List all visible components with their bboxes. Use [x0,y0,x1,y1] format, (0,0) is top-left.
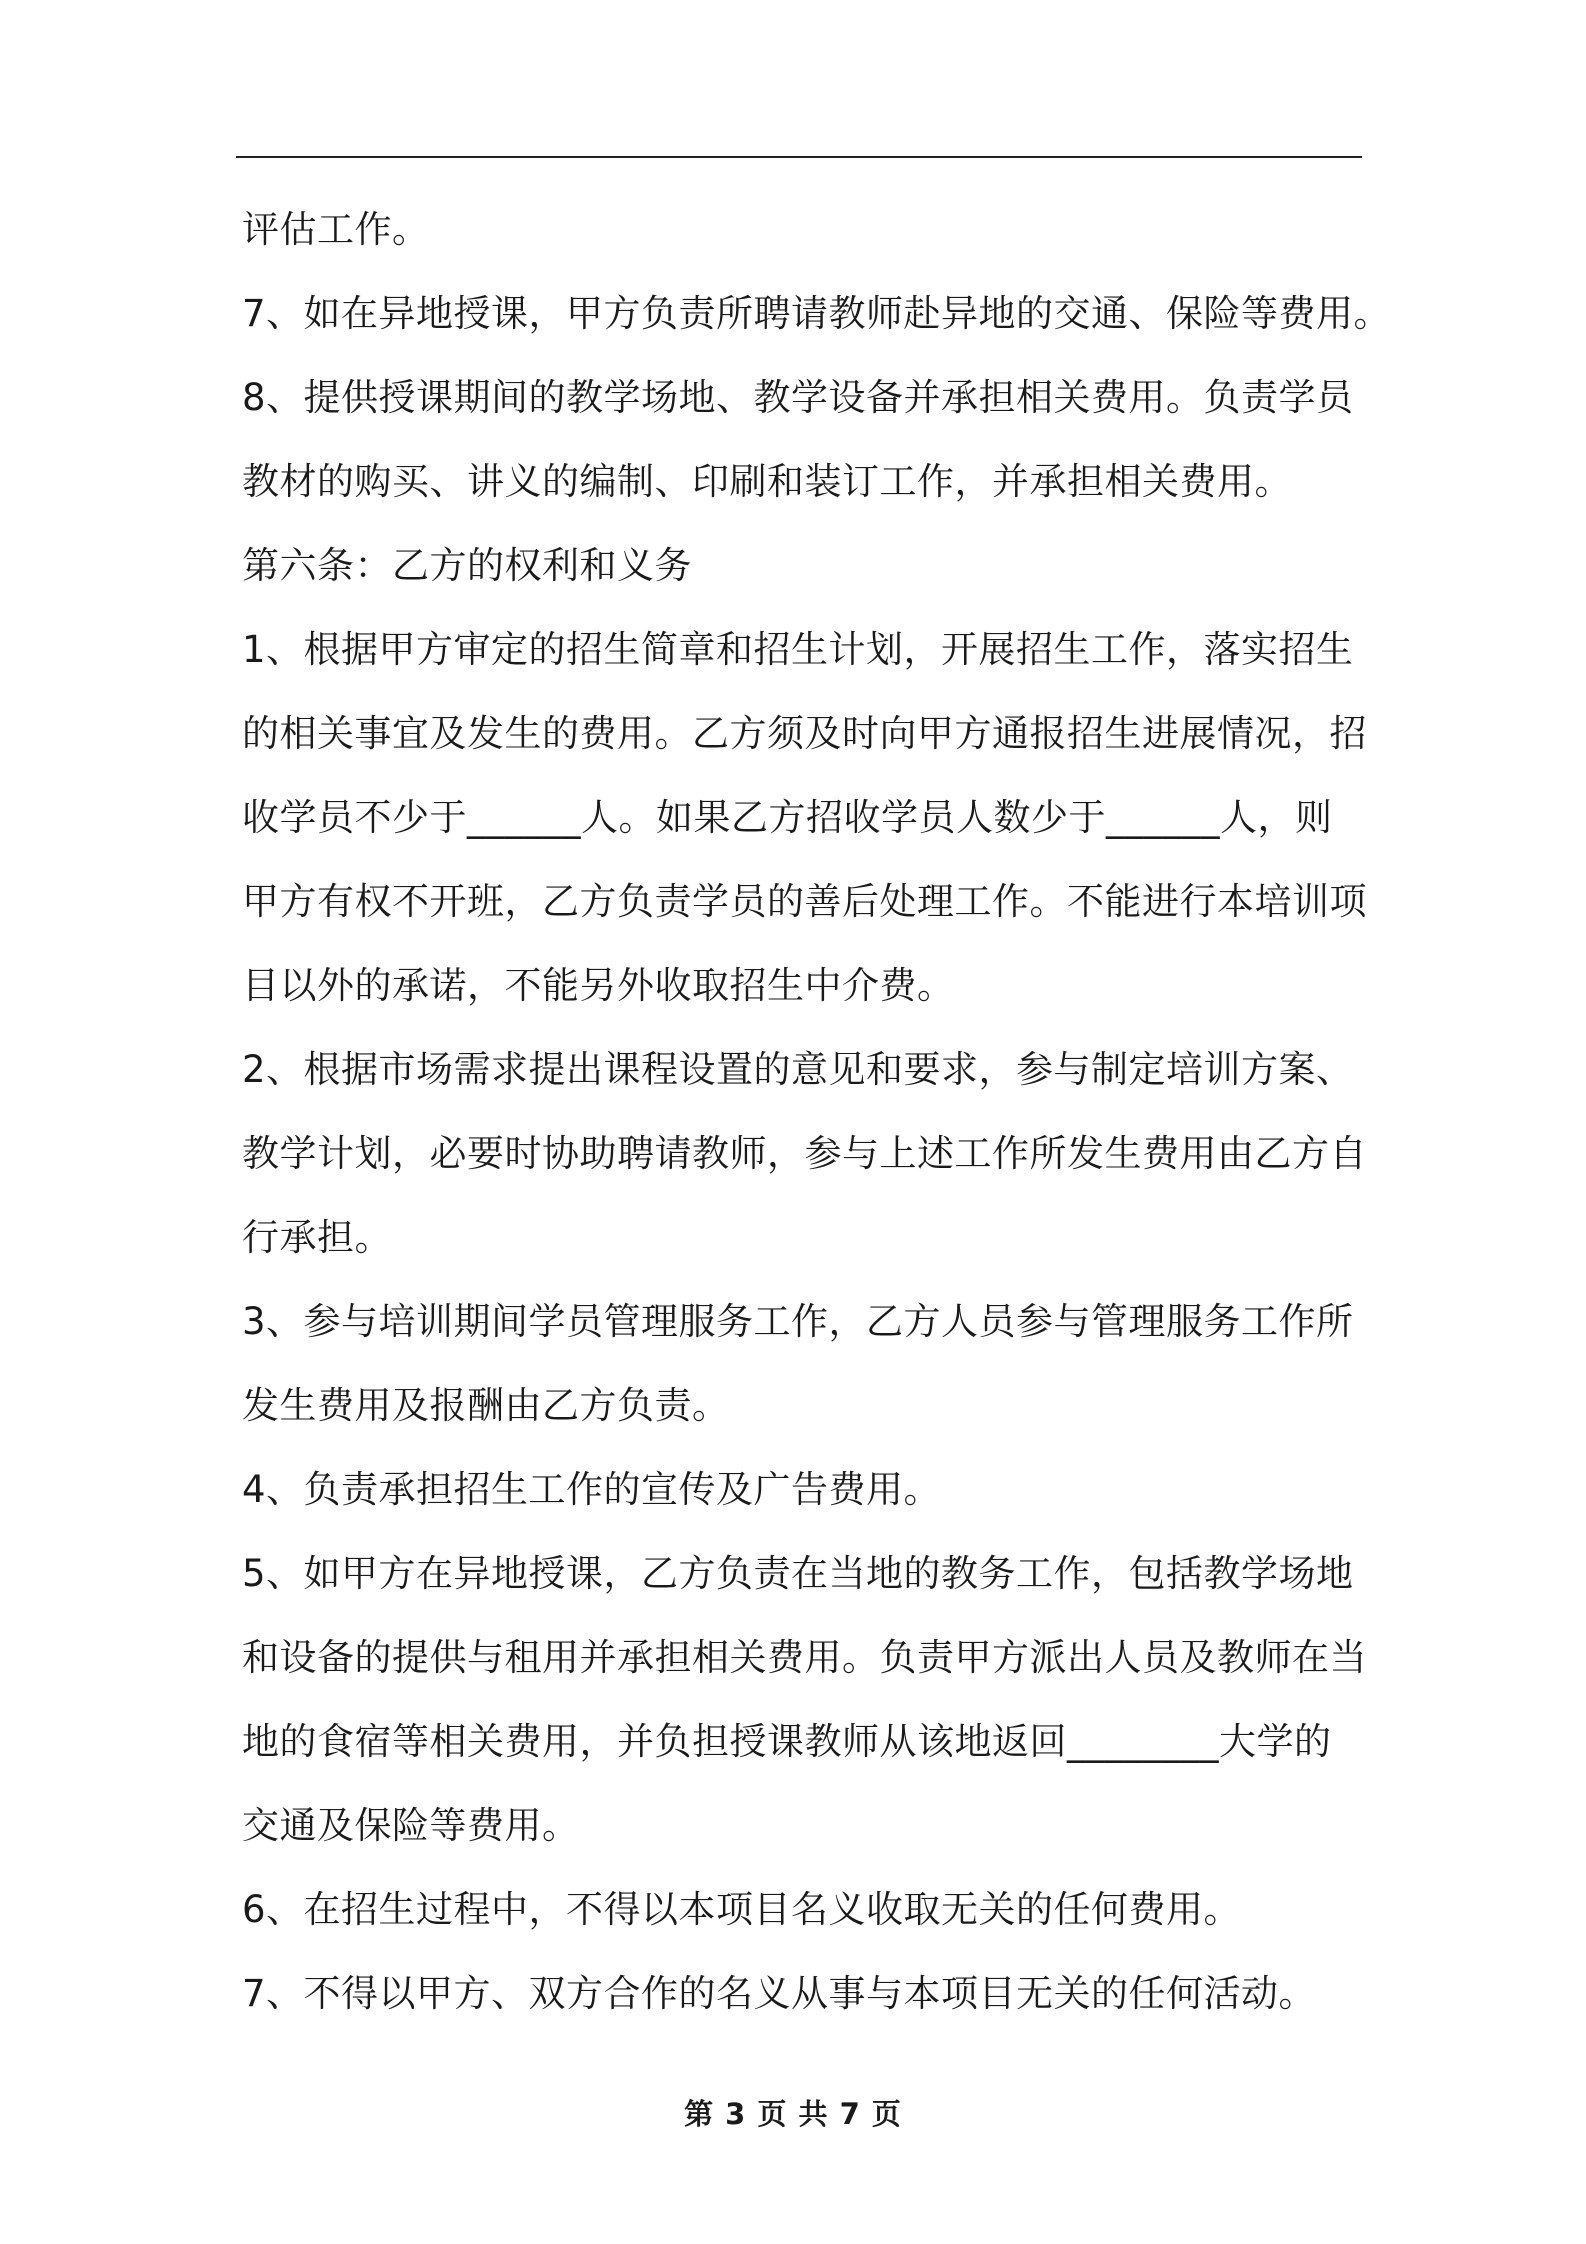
text-line: 教材的购买、讲义的编制、印刷和装订工作，并承担相关费用。 [242,460,1292,503]
text-line: 3、参与培训期间学员管理服务工作，乙方人员参与管理服务工作所 [242,1300,1354,1343]
text-line: 收学员不少于______人。如果乙方招收学员人数少于______人，则 [242,796,1333,839]
text-line: 6、在招生过程中，不得以本项目名义收取无关的任何费用。 [242,1888,1242,1931]
text-line: 目以外的承诺，不能另外收取招生中介费。 [242,964,955,1007]
document-body [242,188,1392,2036]
text-line: 2、根据市场需求提出课程设置的意见和要求，参与制定培训方案、 [242,1048,1354,1091]
text-line: 的相关事宜及发生的费用。乙方须及时向甲方通报招生进展情况，招 [242,712,1367,755]
text-line: 地的食宿等相关费用，并负担授课教师从该地返回________大学的 [242,1720,1332,1763]
text-line: 行承担。 [242,1216,392,1259]
text-line: 1、根据甲方审定的招生简章和招生计划，开展招生工作，落实招生 [242,628,1354,671]
text-line: 5、如甲方在异地授课，乙方负责在当地的教务工作，包括教学场地 [242,1552,1354,1595]
text-line: 7、如在异地授课，甲方负责所聘请教师赴异地的交通、保险等费用。 [242,292,1392,335]
text-line: 交通及保险等费用。 [242,1804,580,1847]
text-line: 7、不得以甲方、双方合作的名义从事与本项目无关的任何活动。 [242,1972,1317,2015]
text-line: 甲方有权不开班，乙方负责学员的善后处理工作。不能进行本培训项 [242,880,1367,923]
section-heading: 第六条：乙方的权利和义务 [242,544,692,587]
text-line: 4、负责承担招生工作的宣传及广告费用。 [242,1468,942,1511]
text-line: 发生费用及报酬由乙方负责。 [242,1384,730,1427]
text-line: 评估工作。 [242,208,430,251]
text-line: 8、提供授课期间的教学场地、教学设备并承担相关费用。负责学员 [242,376,1354,419]
page-number-footer: 第 3 页 共 7 页 [684,2097,902,2131]
text-line: 和设备的提供与租用并承担相关费用。负责甲方派出人员及教师在当 [242,1636,1367,1679]
text-line: 教学计划，必要时协助聘请教师，参与上述工作所发生费用由乙方自 [242,1132,1367,1175]
header-rule [236,156,1362,158]
